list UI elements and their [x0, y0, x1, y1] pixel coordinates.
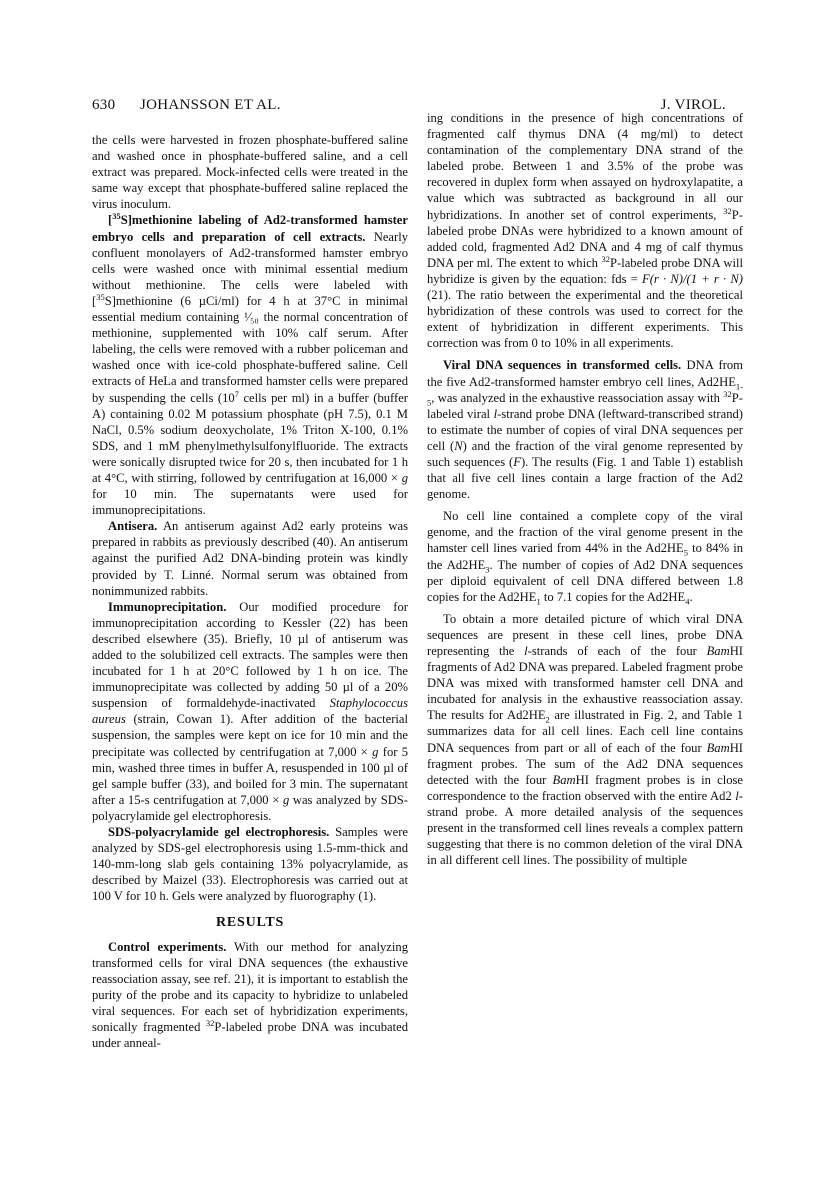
paragraph-control-continued: ing conditions in the presence of high concentrations of fragmented calf thymus DNA (4 mg/ml) to detect contamination of the complementary DNA strand of the labeled probe. Between 1 and 3.5% of the probe was recovered in duplex form when assayed on hydroxylapatite, a value which was subtracted as background in all our hybridizations. In another set of control experiments, $^{32}$P-labeled probe DNAs were hybridized to a known amount of added cold, fragmented Ad2 DNA and 4 mg of calf thymus DNA per ml. The extent to which $^{32}$P-labeled probe DNA will hybridize is given by the equation: fds = F(r · N)/(1 + r · N) (21). The ratio between the experimental and the theoretical hybridization of these controls was used to correct for the extent of hybridization in different experiments. This correction was from 0 to 10% in all experiments.: [427, 111, 743, 351]
paragraph-antisera: Antisera. An antiserum against Ad2 early proteins was prepared in rabbits as previously described (40). An antiserum against the purified Ad2 DNA-binding protein was kindly provided by T. Linné. Normal serum was obtained from nonimmunized rabbits.: [92, 519, 408, 598]
page-number: 630: [92, 97, 116, 113]
paragraph-immunoprecipitation: Immunoprecipitation. Our modified procedure for immunoprecipitation according to Kessler (22) has been described elsewhere (35). Briefly, 10 µl of antiserum was added to the solubilized cell extracts. The samples were then incubated for 1 h at 20°C followed by 1 h on ice. The immunoprecipitate was collected by adding 50 µl of a 20% suspension of formaldehyde-inactivated Staphylococcus aureus (strain, Cowan 1). After addition of the bacterial suspension, the samples were kept on ice for 10 min and the precipitate was collected by centrifugation at 7,000 × g for 5 min, washed three times in buffer A, resuspended in 100 µl of gel sample buffer (33), and boiled for 3 min. The supernatant after a 15-s centrifugation at 7,000 × g was analyzed by SDS-polyacrylamide gel electrophoresis.: [92, 599, 409, 823]
section-heading-labeling: [$^{35}$S]methionine labeling of Ad2-transformed hamster embryo cells and preparation of cell extracts.: [92, 211, 408, 244]
section-heading-antisera: Antisera.: [108, 519, 158, 534]
section-heading-control: Control experiments.: [108, 939, 227, 954]
paragraph-no-complete-copy: No cell line contained a complete copy of the viral genome, and the fraction of the viral genome present in the hamster cell lines varied from 44% in the $Ad2HE_5$ to 84% in the $Ad2HE_3$. The number of copies of Ad2 DNA sequences per diploid equivalent of cell DNA differed between 1.8 copies for the $Ad2HE_1$ to 7.1 copies for the $Ad2HE_4$.: [427, 509, 743, 607]
journal-abbrev: J. VIROL.: [660, 97, 726, 113]
paragraph-cell-harvest: the cells were harvested in frozen phosphate-buffered saline and washed once in phosphate-buffered saline, and a cell extract was prepared. Mock-infected cells were treated in the same way except that phosphate-buffered saline replaced the virus inoculum.: [92, 133, 408, 212]
left-column: [92, 132, 408, 1051]
hybridization-equation: F(r · N)/(1 + r · N): [642, 271, 743, 286]
paragraph-methionine-labeling: [$^{35}$S]methionine labeling of Ad2-transformed hamster embryo cells and preparation of cell extracts. Nearly confluent monolayers of Ad2-transformed hamster embryo cells were washed once with minimal essential medium without methionine. The cells were labeled with [$^{35}$S]methionine (6 µCi/ml) for 4 h at 37°C in minimal essential medium containing ¹⁄₅₀ the normal concentration of methionine, supplemented with 10% calf serum. After labeling, the cells were removed with a rubber policeman and washed once with ice-cold phosphate-buffered saline. Cell extracts of HeLa and transformed hamster cells were prepared by suspending the cells ($10^7$ cells per ml) in a buffer (buffer A) containing 0.02 M potassium phosphate (pH 7.5), 0.1 M NaCl, 0.5% sodium deoxycholate, 1% Triton X-100, 0.1% SDS, and 1 mM phenylmethylsulfonylfluoride. The extracts were sonically disrupted twice for 20 s, then incubated for 1 h at 4°C, with stirring, followed by centrifugation at 16,000 × g for 10 min. The supernatants were used for immunoprecipitations.: [92, 211, 408, 518]
results-heading: RESULTS: [215, 914, 285, 930]
paragraph-control-experiments: Control experiments. With our method for analyzing transformed cells for viral DNA sequences (the exhaustive reassociation assay, see ref. 21), it is important to establish the purity of the probe and its capacity to hybridize to unlabeled viral sequences. For each set of hybridization experiments, sonically fragmented $^{32}$P-labeled probe DNA was incubated under anneal-: [92, 939, 408, 1051]
paragraph-detailed-picture: To obtain a more detailed picture of which viral DNA sequences are present in these cell lines, probe DNA representing the l-strands of each of the four BamHI fragments of Ad2 DNA was prepared. Labeled fragment probe DNA was mixed with transformed hamster cell DNA and incubated for analysis in the exhaustive reassociation assay. The results for $Ad2HE_2$ are illustrated in Fig. 2, and Table 1 summarizes data for all cell lines. Each cell line contains DNA sequences from part or all of each of the four BamHI fragment probes. The sum of the Ad2 DNA sequences detected with the four BamHI fragment probes is in close correspondence to the fraction observed with the entire Ad2 l-strand probe. A more detailed analysis of the sequences present in the transformed cell lines reveals a complex pattern suggesting that there is no common deletion of the viral DNA in all different cell lines. The possibility of multiple: [427, 611, 744, 868]
paragraph-viral-dna-sequences: Viral DNA sequences in transformed cells. DNA from the five Ad2-transformed hamster embryo cell lines, $Ad2HE_{1-5}$, was analyzed in the exhaustive reassociation assay with $^{32}$P-labeled viral l-strand probe DNA (leftward-transcribed strand) to estimate the number of copies of viral DNA sequences per cell (N) and the fraction of the viral genome represented by such sequences (F). The results (Fig. 1 and Table 1) establish that all five cell lines contain a large fraction of the Ad2 genome.: [427, 358, 743, 502]
right-column: [427, 110, 743, 868]
section-heading-viral-dna: Viral DNA sequences in transformed cells.: [443, 358, 682, 373]
running-authors: JOHANSSON ET AL.: [140, 97, 281, 113]
section-heading-immunoprecipitation: Immunoprecipitation.: [108, 599, 227, 614]
paragraph-sds-page: SDS-polyacrylamide gel electrophoresis. Samples were analyzed by SDS-gel electrophoresis using 1.5-mm-thick and 140-mm-long slab gels containing 13% polyacrylamide, as described by Maizel (33). Electrophoresis was carried out at 100 V for 10 h. Gels were analyzed by fluorography (1).: [92, 825, 408, 904]
section-heading-sds-page: SDS-polyacrylamide gel electrophoresis.: [108, 825, 330, 840]
